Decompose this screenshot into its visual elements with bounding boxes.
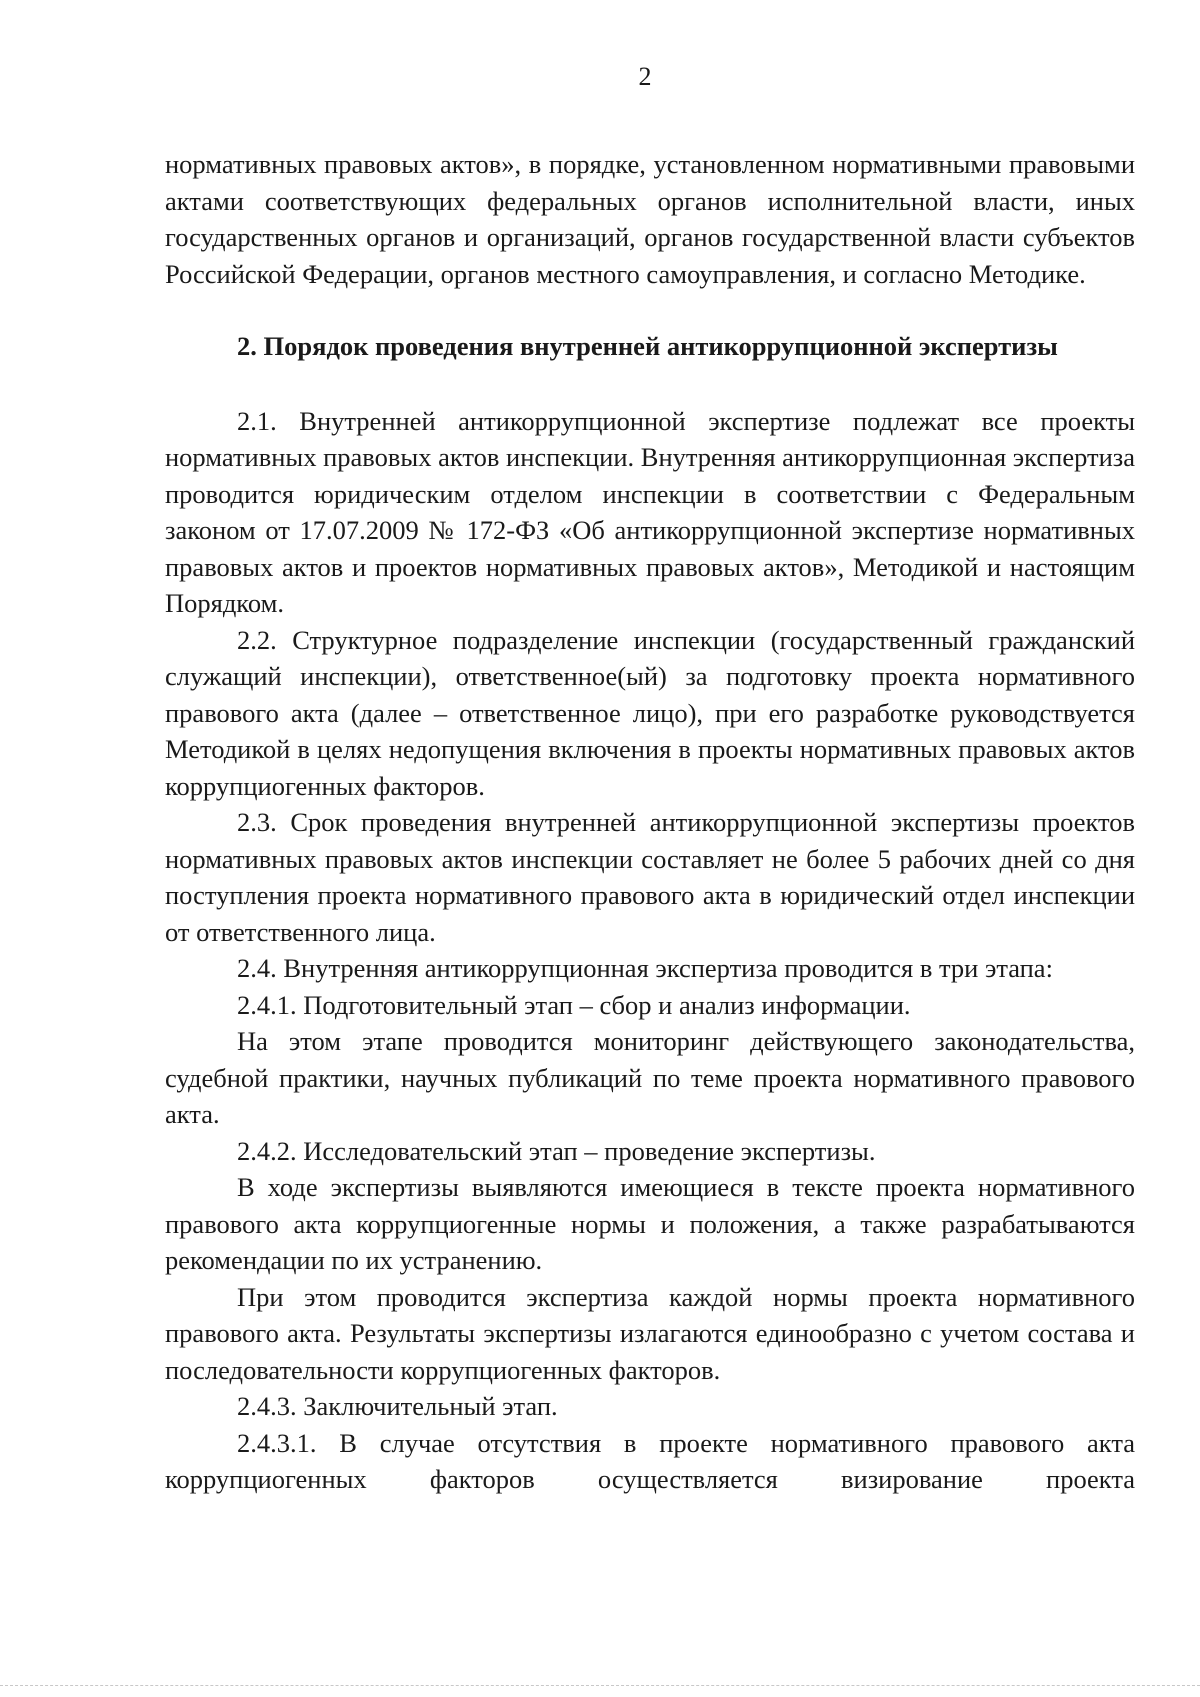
paragraph-2-4-1: 2.4.1. Подготовительный этап – сбор и анализ информации. — [237, 989, 911, 1020]
paragraph-2-3: 2.3. Срок проведения внутренней антикоррупционной экспертизы проектов нормативных правовых актов инспекции составляет не более 5 рабочих дней со дня поступления проекта нормативного правового акта в юридический отдел инспекции от ответственного лица. — [165, 807, 1135, 947]
page-number: 2 — [638, 62, 652, 91]
paragraph-2-4-2: 2.4.2. Исследовательский этап – проведение экспертизы. — [237, 1135, 876, 1166]
paragraph-research-stage: В ходе экспертизы выявляются имеющиеся в тексте проекта нормативного правового акта коррупциогенные нормы и положения, а также разрабатываются рекомендации по их устранению. — [165, 1172, 1135, 1275]
paragraph-2-2: 2.2. Структурное подразделение инспекции (государственный гражданский служащий инспекции), ответственное(ый) за подготовку проекта нормативного правового акта (далее – ответственное лицо), при его разработке руководствуется Методикой в целях недопущения включения в проекты нормативных правовых актов коррупциогенных факторов. — [165, 624, 1135, 801]
section-heading: 2. Порядок проведения внутренней антикоррупционной экспертизы — [237, 331, 1058, 361]
document-body — [165, 146, 1135, 1498]
paragraph-2-4-3-1: 2.4.3.1. В случае отсутствия в проекте нормативного правового акта коррупциогенных факторов осуществляется визирование проекта — [165, 1427, 1135, 1494]
paragraph-2-1: 2.1. Внутренней антикоррупционной экспертизе подлежат все проекты нормативных правовых актов инспекции. Внутренняя антикоррупционная экспертиза проводится юридическим отделом инспекции в соответствии с Федеральным законом от 17.07.2009 № 172-ФЗ «Об антикоррупционной экспертизе нормативных правовых актов и проектов нормативных правовых актов», Методикой и настоящим Порядком. — [165, 405, 1135, 618]
paragraph-preparatory-stage: На этом этапе проводится мониторинг действующего законодательства, судебной практики, научных публикаций по теме проекта нормативного правового акта. — [165, 1026, 1135, 1129]
paragraph-2-4-3: 2.4.3. Заключительный этап. — [237, 1391, 558, 1421]
intro-paragraph: нормативных правовых актов», в порядке, установленном нормативными правовыми актами соответствующих федеральных органов исполнительной власти, иных государственных органов и организаций, органов государственной власти субъектов Российской Федерации, органов местного самоуправления, и согласно Методике. — [165, 149, 1135, 289]
scan-bottom-edge — [0, 1685, 1200, 1686]
paragraph-2-4: 2.4. Внутренняя антикоррупционная экспертиза проводится в три этапа: — [237, 953, 1053, 983]
paragraph-norm-review: При этом проводится экспертиза каждой нормы проекта нормативного правового акта. Результаты экспертизы излагаются единообразно с учетом состава и последовательности коррупциогенных факторов. — [165, 1281, 1135, 1385]
